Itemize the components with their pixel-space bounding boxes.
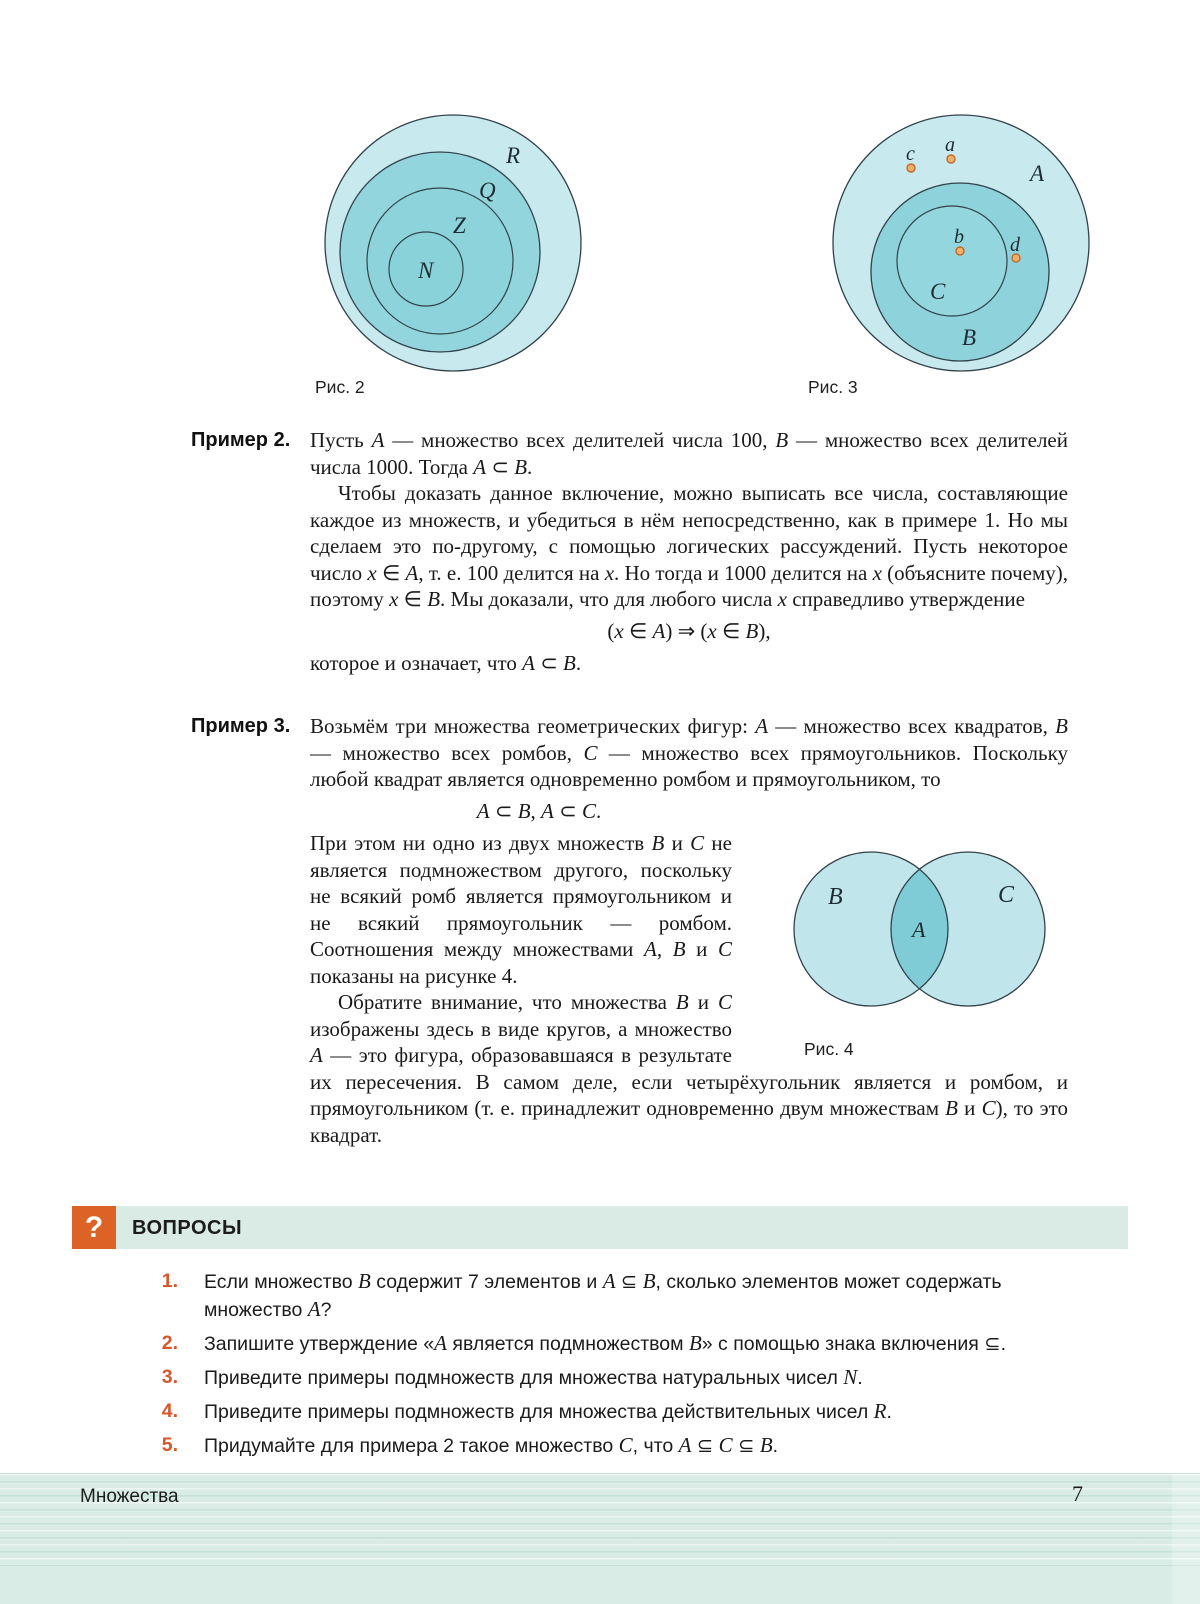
figure-3-sets-with-points <box>818 101 1104 387</box>
example-3-paragraph-2: При этом ни одно из двух множеств B и C не является подмножеством другого, поскольку не всякий ромб является прямоугольником и не всякий прямоугольник — ромбом. Соотношения между множествами A, B и C показаны на рисунке 4. <box>310 831 732 988</box>
example-3-formula: A ⊂ B, A ⊂ C. <box>476 798 602 823</box>
question-number: 1. <box>161 1270 178 1292</box>
questions-list <box>140 1268 1070 1466</box>
set-Q-label: Q <box>479 178 496 203</box>
question-item <box>140 1330 1070 1358</box>
questions-banner <box>72 1206 1128 1249</box>
question-text: Приведите примеры подмножеств для множества натуральных чисел N. <box>204 1365 863 1389</box>
question-item <box>140 1432 1070 1460</box>
question-number: 2. <box>161 1332 178 1354</box>
question-number: 5. <box>161 1434 178 1456</box>
question-text: Запишите утверждение «A является подмножеством B» с помощью знака включения ⊆. <box>204 1331 1006 1355</box>
example-2-label: Пример 2. <box>191 429 291 451</box>
set-C-circle <box>897 206 1007 316</box>
figure-2-venn-diagram <box>313 103 595 385</box>
example-3-paragraph-3: Обратите внимание, что множества B и C изображены здесь в виде кругов, а множество A — это фигура, образовавшаяся в результате их пересечения. В самом деле, если четырёхугольник является и ромбом, и прямоугольником (т. е. принадлежит одновременно двум множествам B и C), то это квадрат. <box>310 990 1068 1147</box>
question-item <box>140 1364 1070 1392</box>
figure-2-caption: Рис. 2 <box>315 377 365 397</box>
point-a <box>947 155 955 163</box>
point-b <box>956 247 964 255</box>
example-3-label: Пример 3. <box>191 715 291 737</box>
footer-section-title: Множества <box>80 1486 179 1507</box>
point-b-label: b <box>954 226 964 248</box>
question-text: Если множество B содержит 7 элементов и A ⊆ B, сколько элементов может содержать множество A? <box>204 1269 1002 1321</box>
set-C-label: C <box>998 882 1015 908</box>
question-mark-icon: ? <box>72 1206 116 1249</box>
set-N-label: N <box>418 258 434 283</box>
point-d-label: d <box>1010 234 1020 256</box>
question-text: Придумайте для примера 2 такое множество C, что A ⊆ C ⊆ B. <box>204 1433 779 1457</box>
figure-3-venn-diagram <box>818 101 1104 387</box>
figure-2-nested-sets <box>313 103 595 385</box>
example-2-paragraph-3: которое и означает, что A ⊂ B. <box>310 651 582 675</box>
questions-title: ВОПРОСЫ <box>132 1217 243 1239</box>
example-2-formula: (x ∈ A) ⇒ (x ∈ B), <box>607 618 771 643</box>
set-Z-label: Z <box>453 213 466 238</box>
set-B-label: B <box>962 325 977 350</box>
question-item <box>140 1268 1070 1324</box>
question-text: Приведите примеры подмножеств для множества действительных чисел R. <box>204 1399 892 1423</box>
set-C-label: C <box>930 279 946 304</box>
question-item <box>140 1398 1070 1426</box>
example-2-paragraph-1: Пусть A — множество всех делителей числа 100, B — множество всех делителей числа 1000. Тогда A ⊂ B. <box>310 428 1068 479</box>
question-number: 3. <box>161 1366 178 1388</box>
point-a-label: a <box>945 134 955 156</box>
example-3-paragraph-1: Возьмём три множества геометрических фигур: A — множество всех квадратов, B — множество всех ромбов, C — множество всех прямоугольников. Поскольку любой квадрат является одновременно ромбом и прямоугольником, то <box>310 714 1068 791</box>
page-footer <box>0 1473 1200 1604</box>
point-c-label: c <box>906 143 915 165</box>
footer-page-number: 7 <box>1072 1481 1083 1506</box>
set-B-label: B <box>828 884 843 910</box>
figure-3-caption: Рис. 3 <box>808 377 858 397</box>
example-2-paragraph-2: Чтобы доказать данное включение, можно выписать все числа, составляющие каждое из множеств, и убедиться в нём непосредственно, как в примере 1. Но мы сделаем это по-другому, с помощью логических рассуждений. Пусть некоторое число x ∈ A, т. е. 100 делится на x. Но тогда и 1000 делится на x (объясните почему), поэтому x ∈ B. Мы доказали, что для любого числа x справедливо утверждение <box>310 481 1068 611</box>
point-c <box>907 164 915 172</box>
figure-4-intersection-of-sets <box>746 836 1068 1062</box>
figure-4-caption: Рис. 4 <box>804 1038 854 1059</box>
example-2-body <box>310 427 1068 677</box>
example-3-body <box>310 713 1068 1148</box>
set-R-label: R <box>506 143 521 168</box>
question-number: 4. <box>161 1400 178 1422</box>
intersection-A-label: A <box>912 917 926 942</box>
set-A-label: A <box>1030 161 1045 186</box>
figure-4-venn-diagram <box>746 836 1068 1021</box>
